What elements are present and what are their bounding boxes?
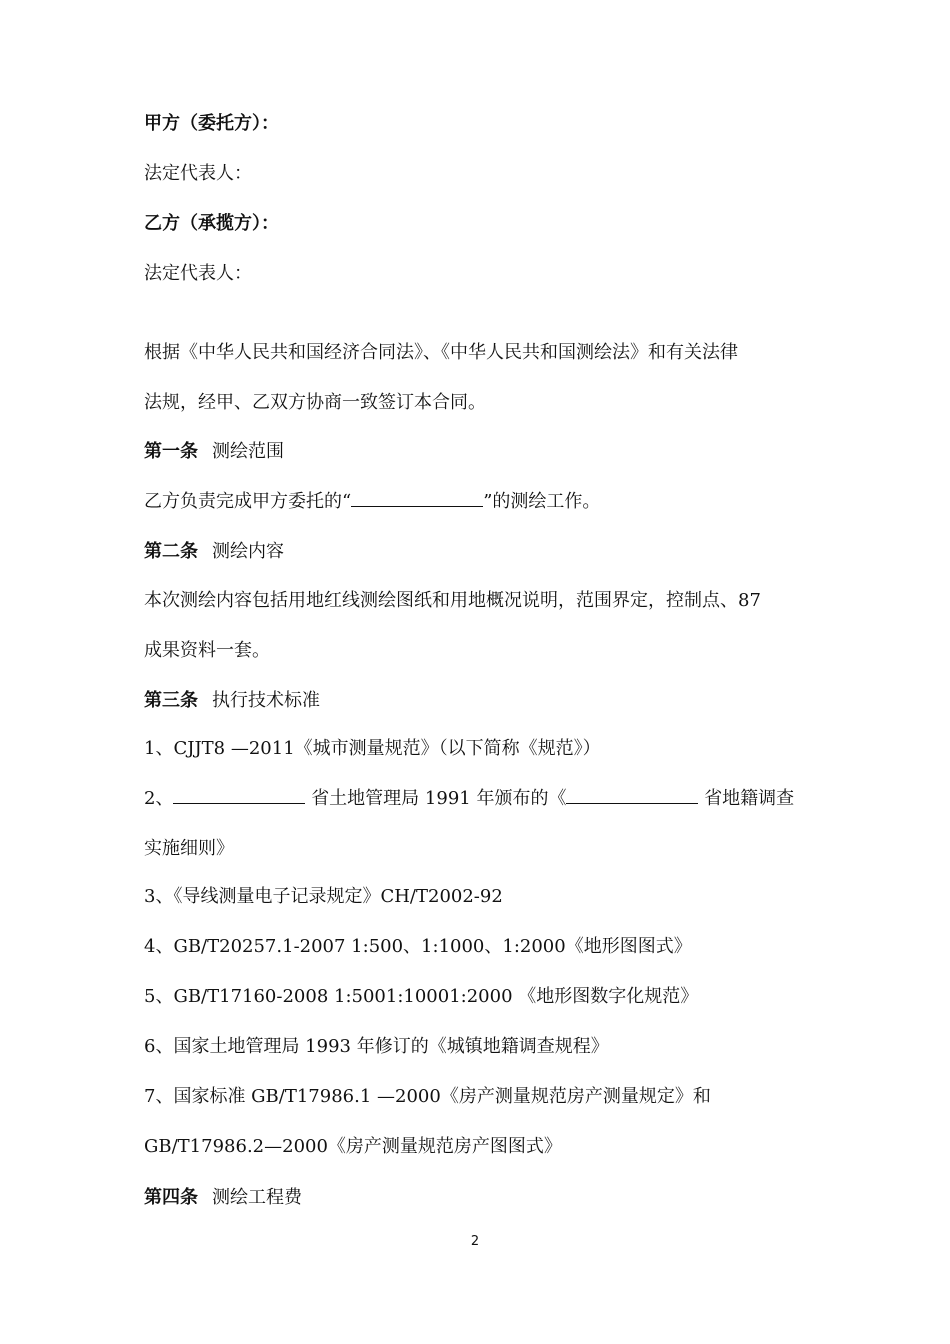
article-1-text-after: ”的测绘工作。 [483,491,601,512]
article-1-title: 测绘范围 [212,441,284,462]
article-4-title: 测绘工程费 [212,1187,302,1208]
article-3-item-2-mid: 省土地管理局 1991 年颁布的《 [311,788,567,809]
preamble-line-2: 法规，经甲、乙双方协商一致签订本合同。 [144,392,486,413]
article-2-line-2: 成果资料一套。 [144,640,270,661]
article-3-item-4: 4、GB/T20257.1-2007 1:500、1:1000、1:2000《地形图图式》 [144,936,692,957]
article-3-item-2-blank-2 [566,787,698,804]
article-3-item-1: 1、CJJT8 —2011《城市测量规范》（以下简称《规范》） [144,738,601,759]
preamble-line-1: 根据《中华人民共和国经济合同法》、《中华人民共和国测绘法》和有关法律 [144,342,738,363]
article-3-item-2-blank-1 [173,787,305,804]
party-b-rep-label: 法定代表人： [144,263,252,284]
article-1-blank [351,490,483,507]
article-1-label: 第一条 [144,441,198,462]
article-3-label: 第三条 [144,690,198,711]
article-3-item-2-prefix: 2、 [144,788,174,809]
article-3-item-3: 3、《导线测量电子记录规定》CH/T2002-92 [144,886,503,907]
article-1-text [144,490,600,514]
article-2-label: 第二条 [144,541,198,562]
page-number: 2 [470,1234,480,1249]
party-a-rep-label: 法定代表人： [144,163,252,184]
article-3-item-7-line-1: 7、国家标准 GB/T17986.1 —2000《房产测量规范房产测量规定》和 [144,1086,711,1107]
article-1-heading [144,440,284,464]
article-1-text-before: 乙方负责完成甲方委托的“ [144,491,352,512]
article-3-item-2-suffix: 省地籍调查 [704,788,795,809]
article-2-line-1: 本次测绘内容包括用地红线测绘图纸和用地概况说明，范围界定，控制点、87 [144,590,761,611]
article-3-item-7-line-2: GB/T17986.2—2000《房产测量规范房产图图式》 [144,1136,562,1157]
party-a-label: 甲方（委托方）： [144,113,279,134]
article-3-item-2 [144,787,794,811]
article-3-title: 执行技术标准 [212,690,320,711]
article-3-item-6: 6、国家土地管理局 1993 年修订的《城镇地籍调查规程》 [144,1036,609,1057]
article-2-title: 测绘内容 [212,541,284,562]
article-3-item-5: 5、GB/T17160-2008 1:5001:10001:2000 《地形图数字化规范》 [144,986,699,1007]
article-3-item-2-continuation: 实施细则》 [144,838,234,859]
article-3-heading [144,689,320,713]
article-4-heading [144,1186,302,1210]
article-4-label: 第四条 [144,1187,198,1208]
party-b-label: 乙方（承揽方）： [144,213,279,234]
article-2-heading [144,540,284,564]
